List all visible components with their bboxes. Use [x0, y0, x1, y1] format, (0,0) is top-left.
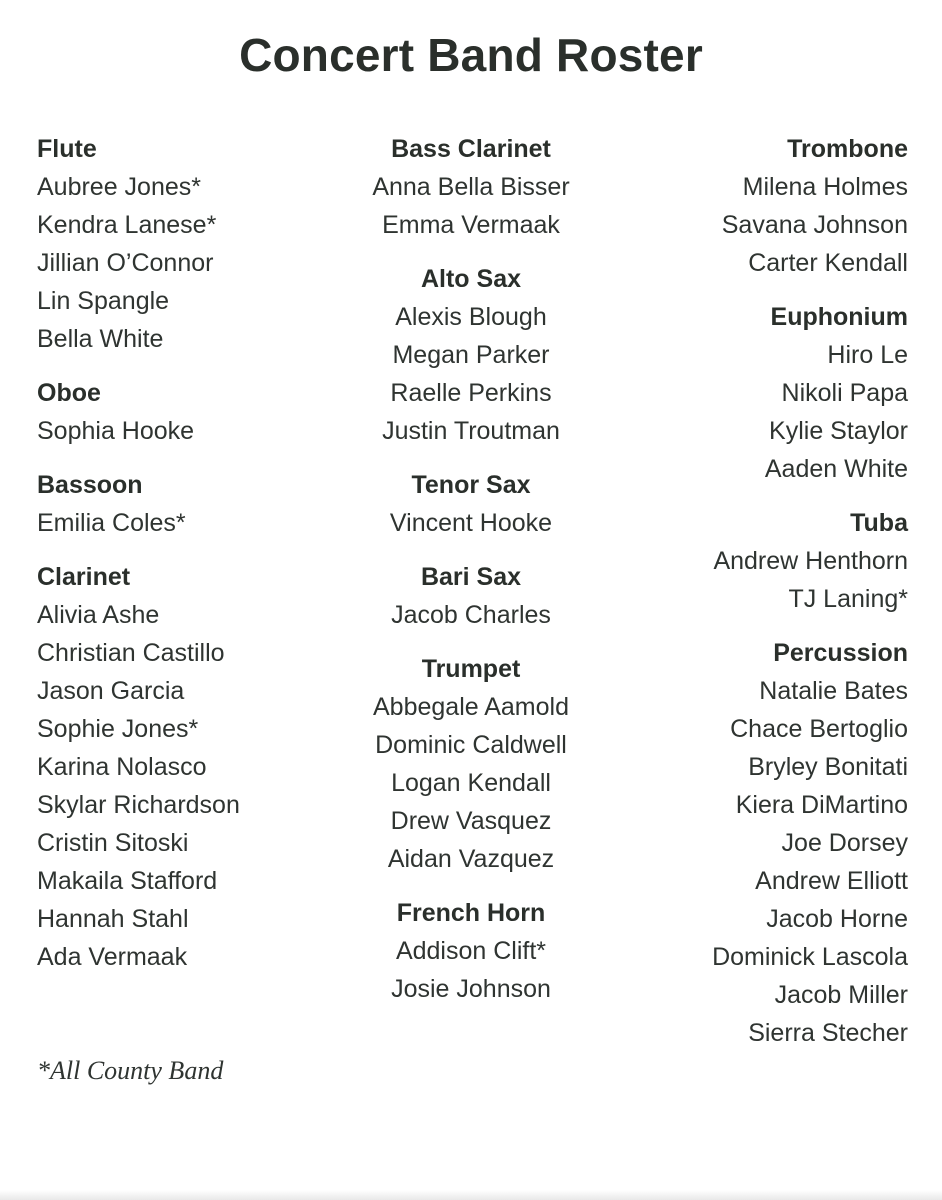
member-name: Dominick Lascola: [712, 943, 908, 971]
section-heading: Tuba: [850, 509, 908, 537]
section-heading: Tenor Sax: [411, 471, 531, 499]
section-heading: Clarinet: [37, 563, 131, 591]
section-trumpet: [320, 650, 622, 878]
member-name: Joe Dorsey: [781, 829, 908, 857]
section-tuba: [640, 504, 908, 618]
member-name: Kiera DiMartino: [735, 791, 908, 819]
member-name: Aubree Jones*: [37, 173, 202, 201]
section-heading: Alto Sax: [420, 265, 522, 293]
member-name: Skylar Richardson: [37, 791, 240, 819]
member-name: Bella White: [37, 325, 164, 353]
member-name: Makaila Stafford: [37, 867, 218, 895]
member-name: Savana Johnson: [721, 211, 908, 239]
right-column: [640, 130, 908, 1068]
member-name: Cristin Sitoski: [37, 829, 189, 857]
section-heading: Bassoon: [37, 471, 143, 499]
member-name: Hiro Le: [827, 341, 908, 369]
section-heading: Trumpet: [421, 655, 521, 683]
member-name: Aaden White: [764, 455, 908, 483]
section-euphonium: [640, 298, 908, 488]
member-name: Andrew Henthorn: [713, 547, 908, 575]
section-alto-sax: [320, 260, 622, 450]
member-name: Raelle Perkins: [390, 379, 552, 407]
member-name: Nikoli Papa: [781, 379, 908, 407]
member-name: Chace Bertoglio: [730, 715, 908, 743]
section-heading: Trombone: [787, 135, 908, 163]
member-name: Addison Clift*: [395, 937, 547, 965]
section-oboe: [37, 374, 337, 450]
member-name: Emilia Coles*: [37, 509, 186, 537]
section-heading: Bari Sax: [420, 563, 522, 591]
member-name: Lin Spangle: [37, 287, 170, 315]
member-name: Jacob Charles: [391, 601, 551, 629]
member-name: TJ Laning*: [788, 585, 908, 613]
section-tenor-sax: [320, 466, 622, 542]
section-heading: Euphonium: [770, 303, 908, 331]
page-title: Concert Band Roster: [239, 29, 703, 81]
member-name: Bryley Bonitati: [748, 753, 908, 781]
section-bass-clarinet: [320, 130, 622, 244]
member-name: Vincent Hooke: [389, 509, 553, 537]
member-name: Milena Holmes: [742, 173, 908, 201]
member-name: Kylie Staylor: [769, 417, 908, 445]
section-flute: [37, 130, 337, 358]
member-name: Jillian O’Connor: [37, 249, 214, 277]
member-name: Sophie Jones*: [37, 715, 199, 743]
member-name: Natalie Bates: [759, 677, 908, 705]
member-name: Aidan Vazquez: [387, 845, 555, 873]
member-name: Abbegale Aamold: [373, 693, 569, 721]
section-heading: Bass Clarinet: [391, 135, 551, 163]
member-name: Sophia Hooke: [37, 417, 195, 445]
section-heading: French Horn: [396, 899, 546, 927]
member-name: Kendra Lanese*: [37, 211, 217, 239]
section-heading: Flute: [37, 135, 97, 163]
member-name: Josie Johnson: [391, 975, 551, 1003]
member-name: Alexis Blough: [395, 303, 547, 331]
member-name: Carter Kendall: [748, 249, 908, 277]
member-name: Jacob Horne: [766, 905, 908, 933]
center-column: [320, 130, 622, 1024]
page-bottom-shadow: [0, 1190, 942, 1200]
section-french-horn: [320, 894, 622, 1008]
section-heading: Oboe: [37, 379, 101, 407]
member-name: Christian Castillo: [37, 639, 225, 667]
section-bari-sax: [320, 558, 622, 634]
member-name: Drew Vasquez: [390, 807, 552, 835]
member-name: Ada Vermaak: [37, 943, 188, 971]
member-name: Andrew Elliott: [755, 867, 908, 895]
member-name: Anna Bella Bisser: [372, 173, 570, 201]
member-name: Megan Parker: [392, 341, 550, 369]
member-name: Jacob Miller: [774, 981, 908, 1009]
member-name: Hannah Stahl: [37, 905, 189, 933]
member-name: Emma Vermaak: [382, 211, 560, 239]
member-name: Sierra Stecher: [748, 1019, 908, 1047]
member-name: Logan Kendall: [391, 769, 551, 797]
member-name: Karina Nolasco: [37, 753, 207, 781]
section-clarinet: [37, 558, 337, 976]
footnote: *All County Band: [37, 1056, 224, 1085]
member-name: Justin Troutman: [382, 417, 560, 445]
section-heading: Percussion: [773, 639, 908, 667]
member-name: Jason Garcia: [37, 677, 185, 705]
member-name: Dominic Caldwell: [375, 731, 567, 759]
left-column: [37, 130, 337, 992]
section-bassoon: [37, 466, 337, 542]
section-trombone: [640, 130, 908, 282]
section-percussion: [640, 634, 908, 1052]
member-name: Alivia Ashe: [37, 601, 160, 629]
